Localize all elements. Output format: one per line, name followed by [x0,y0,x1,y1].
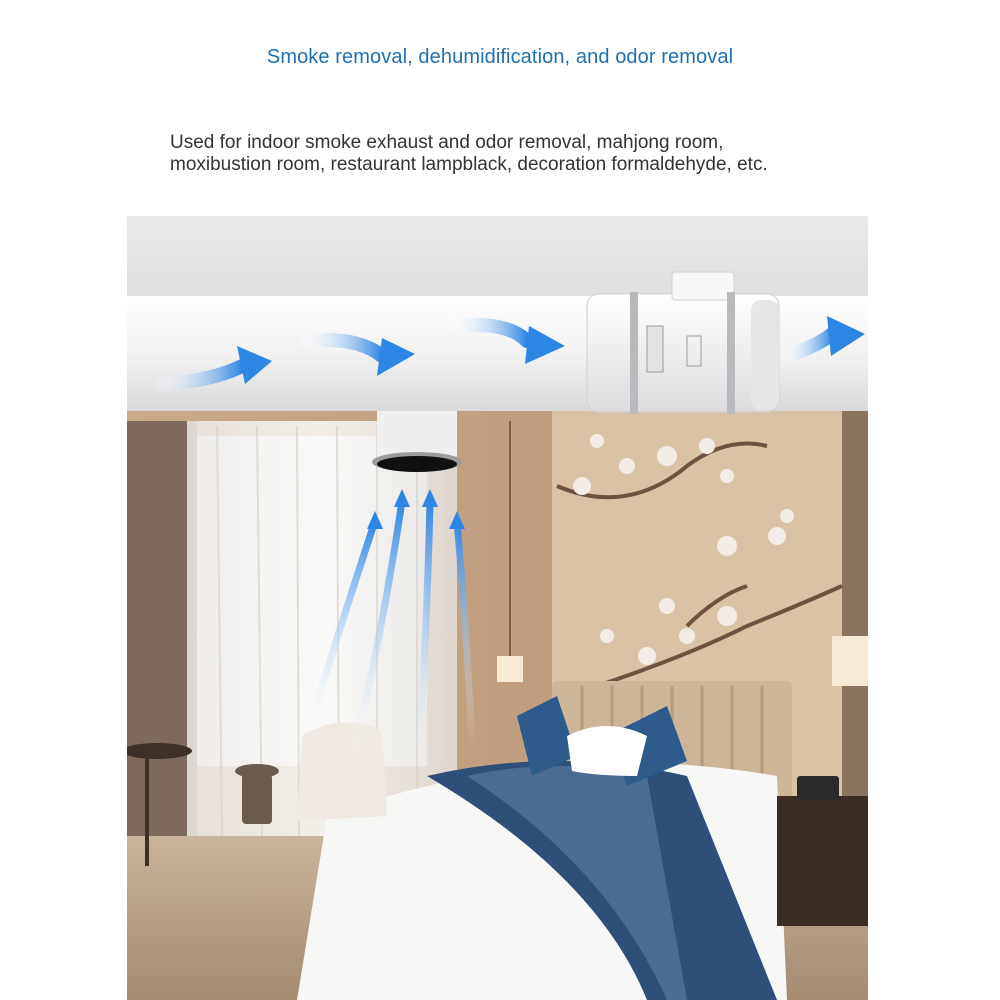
description [170,132,870,176]
telephone [797,776,839,800]
nightstand [777,796,868,926]
headline: Smoke removal, dehumidification, and odor removal [266,46,734,68]
description-line-1: Used for indoor smoke exhaust and odor removal, mahjong room, [170,132,724,153]
product-scene-image [127,216,868,1000]
description-line-2: moxibustion room, restaurant lampblack, decoration formaldehyde, etc. [170,154,768,175]
pendant-lamp-right [832,636,868,686]
ceiling-vent [372,411,462,472]
armchair [297,722,387,821]
dark-curtain [127,421,197,901]
